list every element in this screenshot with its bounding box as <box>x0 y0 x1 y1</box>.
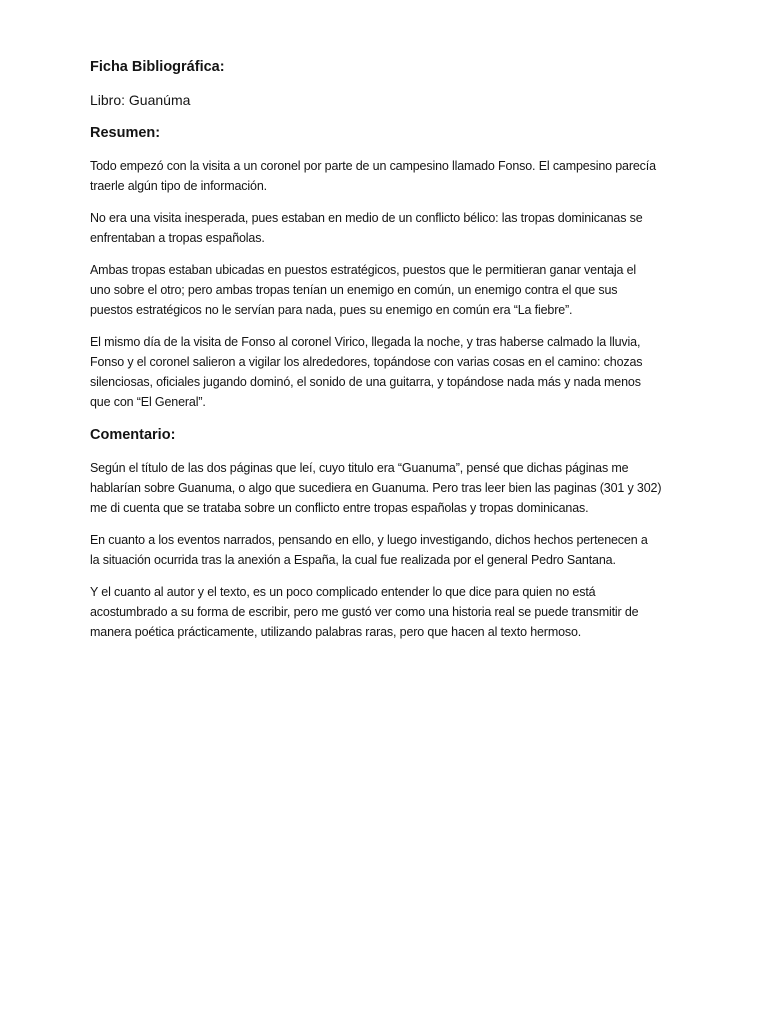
summary-paragraph-2 <box>90 208 690 248</box>
summary-paragraph-3 <box>90 260 690 320</box>
comment-paragraph-1 <box>90 458 690 518</box>
text-line: uno sobre el otro; pero ambas tropas tenían un enemigo en común, un enemigo contra el que sus <box>90 283 618 297</box>
document-title: Ficha Bibliográfica: <box>90 59 225 75</box>
comment-paragraph-3 <box>90 582 690 642</box>
text-line: Ambas tropas estaban ubicadas en puestos estratégicos, puestos que le permitieran ganar ventaja el <box>90 263 637 277</box>
text-line: traerle algún tipo de información. <box>90 179 267 193</box>
text-line: No era una visita inesperada, pues estaban en medio de un conflicto bélico: las tropas dominicanas se <box>90 211 643 225</box>
text-line: Y el cuanto al autor y el texto, es un poco complicado entender lo que dice para quien no está <box>90 585 596 599</box>
text-line: El mismo día de la visita de Fonso al coronel Virico, llegada la noche, y tras haberse calmado la lluvia, <box>90 335 641 349</box>
summary-paragraph-1 <box>90 156 690 196</box>
summary-heading: Resumen: <box>90 125 161 141</box>
document-page <box>90 56 690 654</box>
text-line: hablarían sobre Guanuma, o algo que sucediera en Guanuma. Pero tras leer bien las paginas (301 y 302) <box>90 481 662 495</box>
text-line: Según el título de las dos páginas que leí, cuyo titulo era “Guanuma”, pensé que dichas páginas me <box>90 461 629 475</box>
text-line: En cuanto a los eventos narrados, pensando en ello, y luego investigando, dichos hechos pertenecen a <box>90 533 648 547</box>
text-line: que con “El General”. <box>90 395 206 409</box>
summary-paragraph-4 <box>90 332 690 412</box>
comment-heading: Comentario: <box>90 427 176 443</box>
text-line: Todo empezó con la visita a un coronel por parte de un campesino llamado Fonso. El campesino parecía <box>90 159 656 173</box>
text-line: la situación ocurrida tras la anexión a España, la cual fue realizada por el general Pedro Santana. <box>90 553 616 567</box>
text-line: me di cuenta que se trataba sobre un conflicto entre tropas españolas y tropas dominicanas. <box>90 501 589 515</box>
text-line: silenciosas, oficiales jugando dominó, el sonido de una guitarra, y topándose nada más y nada menos <box>90 375 641 389</box>
text-line: Fonso y el coronel salieron a vigilar los alrededores, topándose con varias cosas en el camino: chozas <box>90 355 643 369</box>
text-line: manera poética prácticamente, utilizando palabras raras, pero que hacen al texto hermoso. <box>90 625 582 639</box>
text-line: enfrentaban a tropas españolas. <box>90 231 265 245</box>
book-line: Libro: Guanúma <box>90 92 191 108</box>
text-line: acostumbrado a su forma de escribir, pero me gustó ver como una historia real se puede transmitir de <box>90 605 639 619</box>
comment-paragraph-2 <box>90 530 690 570</box>
text-line: puestos estratégicos no le servían para nada, pues su enemigo en común era “La fiebre”. <box>90 303 573 317</box>
